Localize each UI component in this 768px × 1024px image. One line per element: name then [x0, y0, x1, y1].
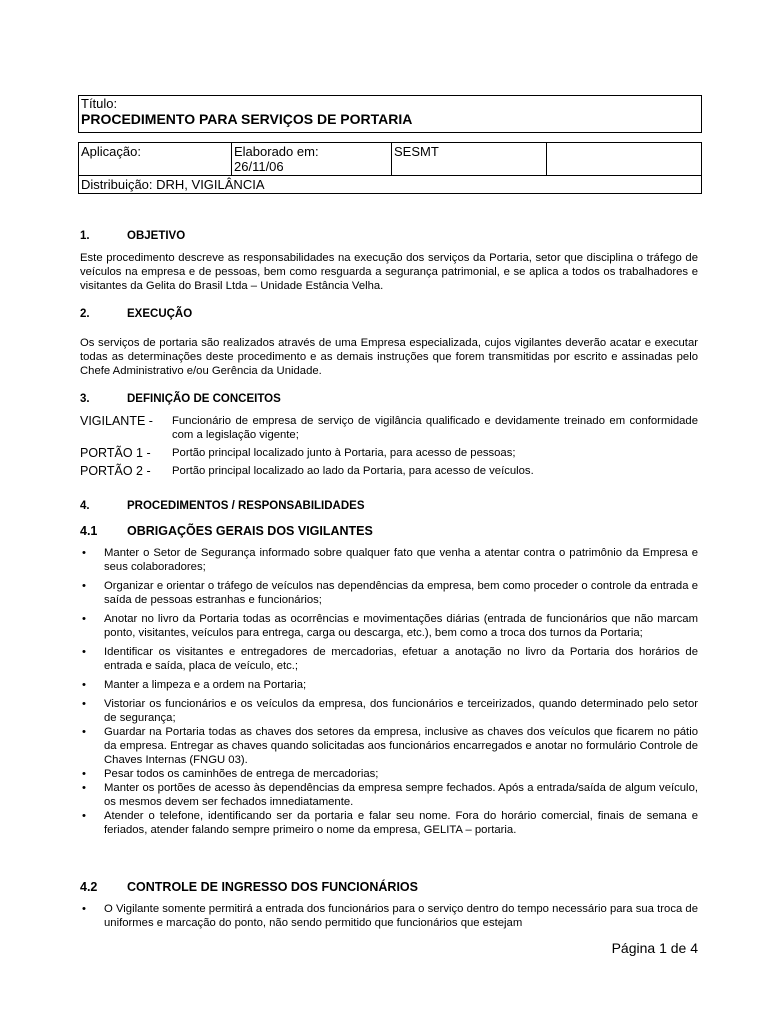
list-item: • Guardar na Portaria todas as chaves dos setores da empresa, inclusive as chaves dos veículos que ficarem no pátio da empresa. Entregar as chaves quando solicitadas aos funcionários encarregados e anotar no formulário Controle de Chaves Internas (FNGU 03). — [80, 725, 698, 767]
definition-term: PORTÃO 2 - — [80, 464, 151, 478]
section-4-1-heading — [80, 524, 373, 538]
list-item: • Manter o Setor de Segurança informado sobre qualquer fato que venha a atentar contra o patrimônio da Empresa e seus colaboradores; — [80, 546, 698, 574]
list-item: • Pesar todos os caminhões de entrega de mercadorias; — [80, 767, 698, 781]
definition-text: Portão principal localizado junto à Portaria, para acesso de pessoas; — [172, 447, 516, 459]
list-item: • Manter os portões de acesso às dependências da empresa sempre fechados. Após a entrada/saída de algum veículo, os mesmos devem ser fechados imnediatamente. — [80, 781, 698, 809]
title-box — [78, 95, 702, 133]
aplicacao-cell — [79, 143, 232, 176]
section-title: CONTROLE DE INGRESSO DOS FUNCIONÁRIOS — [127, 880, 418, 894]
definition-row — [80, 414, 698, 442]
section-number: 2. — [80, 308, 90, 320]
page-number: Página 1 de 4 — [611, 940, 698, 956]
list-item: • O Vigilante somente permitirá a entrada dos funcionários para o serviço dentro do tempo necessário para sua troca de uniformes e marcação do ponto, não sendo permitido que funcionários que estejam — [80, 902, 698, 930]
section-title: PROCEDIMENTOS / RESPONSABILIDADES — [127, 500, 365, 512]
distribuicao-cell — [79, 176, 702, 194]
list-item: • Vistoriar os funcionários e os veículos da empresa, dos funcionários e terceirizados, quando determinado pelo setor de segurança; — [80, 697, 698, 725]
section-number: 4.1 — [80, 524, 98, 538]
sesmt-cell — [392, 143, 547, 176]
section-4-1-body — [80, 546, 698, 837]
sesmt-label: SESMT — [394, 144, 439, 159]
document-title: PROCEDIMENTO PARA SERVIÇOS DE PORTARIA — [81, 111, 413, 127]
list-item: • Organizar e orientar o tráfego de veículos nas dependências da empresa, bem como proceder o controle da entrada e saída de pessoas estranhas e funcionários; — [80, 579, 698, 607]
definition-text: Portão principal localizado ao lado da Portaria, para acesso de veículos. — [172, 465, 534, 477]
elaborado-label: Elaborado em: — [234, 144, 319, 159]
section-title: OBRIGAÇÕES GERAIS DOS VIGILANTES — [127, 524, 373, 538]
list-item: • Manter a limpeza e a ordem na Portaria; — [80, 678, 698, 692]
list-item: • Atender o telefone, identificando ser da portaria e falar seu nome. Fora do horário comercial, finais de semana e feriados, atender falando sempre primeiro o nome da empresa, GELITA – portaria. — [80, 809, 698, 837]
definition-text: Funcionário de empresa de serviço de vigilância qualificado e devidamente treinado em conformidade com a legislação vigente; — [172, 415, 698, 441]
section-title: EXECUÇÃO — [127, 308, 193, 320]
distribuicao-label: Distribuição: DRH, VIGILÂNCIA — [81, 177, 265, 192]
obligations-list — [80, 546, 698, 837]
definition-row — [80, 464, 698, 478]
meta-table — [78, 142, 702, 194]
objetivo-paragraph: Este procedimento descreve as responsabilidades na execução dos serviços da Portaria, setor que disciplina o tráfego de veículos na empresa e de pessoas, bem como resguarda a segurança patrimonial, e se aplica a todos os trabalhadores e visitantes da Gelita do Brasil Ltda – Unidade Estância Velha. — [80, 252, 698, 292]
elaborado-date: 26/11/06 — [234, 159, 284, 174]
section-title: DEFINIÇÃO DE CONCEITOS — [127, 393, 281, 405]
list-item: • Identificar os visitantes e entregadores de mercadorias, efetuar a anotação no livro da Portaria dos horários de entrada e saída, placa de veículo, etc.; — [80, 645, 698, 673]
section-title: OBJETIVO — [127, 230, 186, 242]
section-number: 3. — [80, 393, 90, 405]
section-4-2-body — [80, 902, 698, 930]
definition-row — [80, 446, 698, 460]
section-4-2-heading — [80, 880, 418, 894]
execucao-paragraph: Os serviços de portaria são realizados através de uma Empresa especializada, cujos vigilantes deverão acatar e executar todas as determinações deste procedimento e as demais instruções que forem transmitidas por escrito e assinadas pelo Chefe Administrativo e/ou Gerência da Unidade. — [80, 337, 698, 377]
section-1-heading — [80, 230, 185, 242]
section-3-heading — [80, 393, 281, 405]
section-2-body — [80, 336, 698, 378]
elaborado-cell — [232, 143, 392, 176]
section-2-heading — [80, 308, 192, 320]
title-label: Título: — [81, 96, 118, 111]
definitions-list — [80, 414, 698, 478]
ingresso-list — [80, 902, 698, 930]
section-4-heading — [80, 500, 365, 512]
empty-cell — [547, 143, 702, 176]
section-number: 4. — [80, 500, 90, 512]
section-number: 4.2 — [80, 880, 98, 894]
list-item: • Anotar no livro da Portaria todas as ocorrências e movimentações diárias (entrada de funcionários que não marcam ponto, visitantes, veículos para entrega, carga ou descarga, etc.), bem como a troca dos turnos da Portaria; — [80, 612, 698, 640]
definition-term: PORTÃO 1 - — [80, 446, 151, 460]
section-1-body — [80, 251, 698, 293]
definition-term: VIGILANTE - — [80, 414, 153, 428]
aplicacao-label: Aplicação: — [81, 144, 141, 159]
section-number: 1. — [80, 230, 90, 242]
